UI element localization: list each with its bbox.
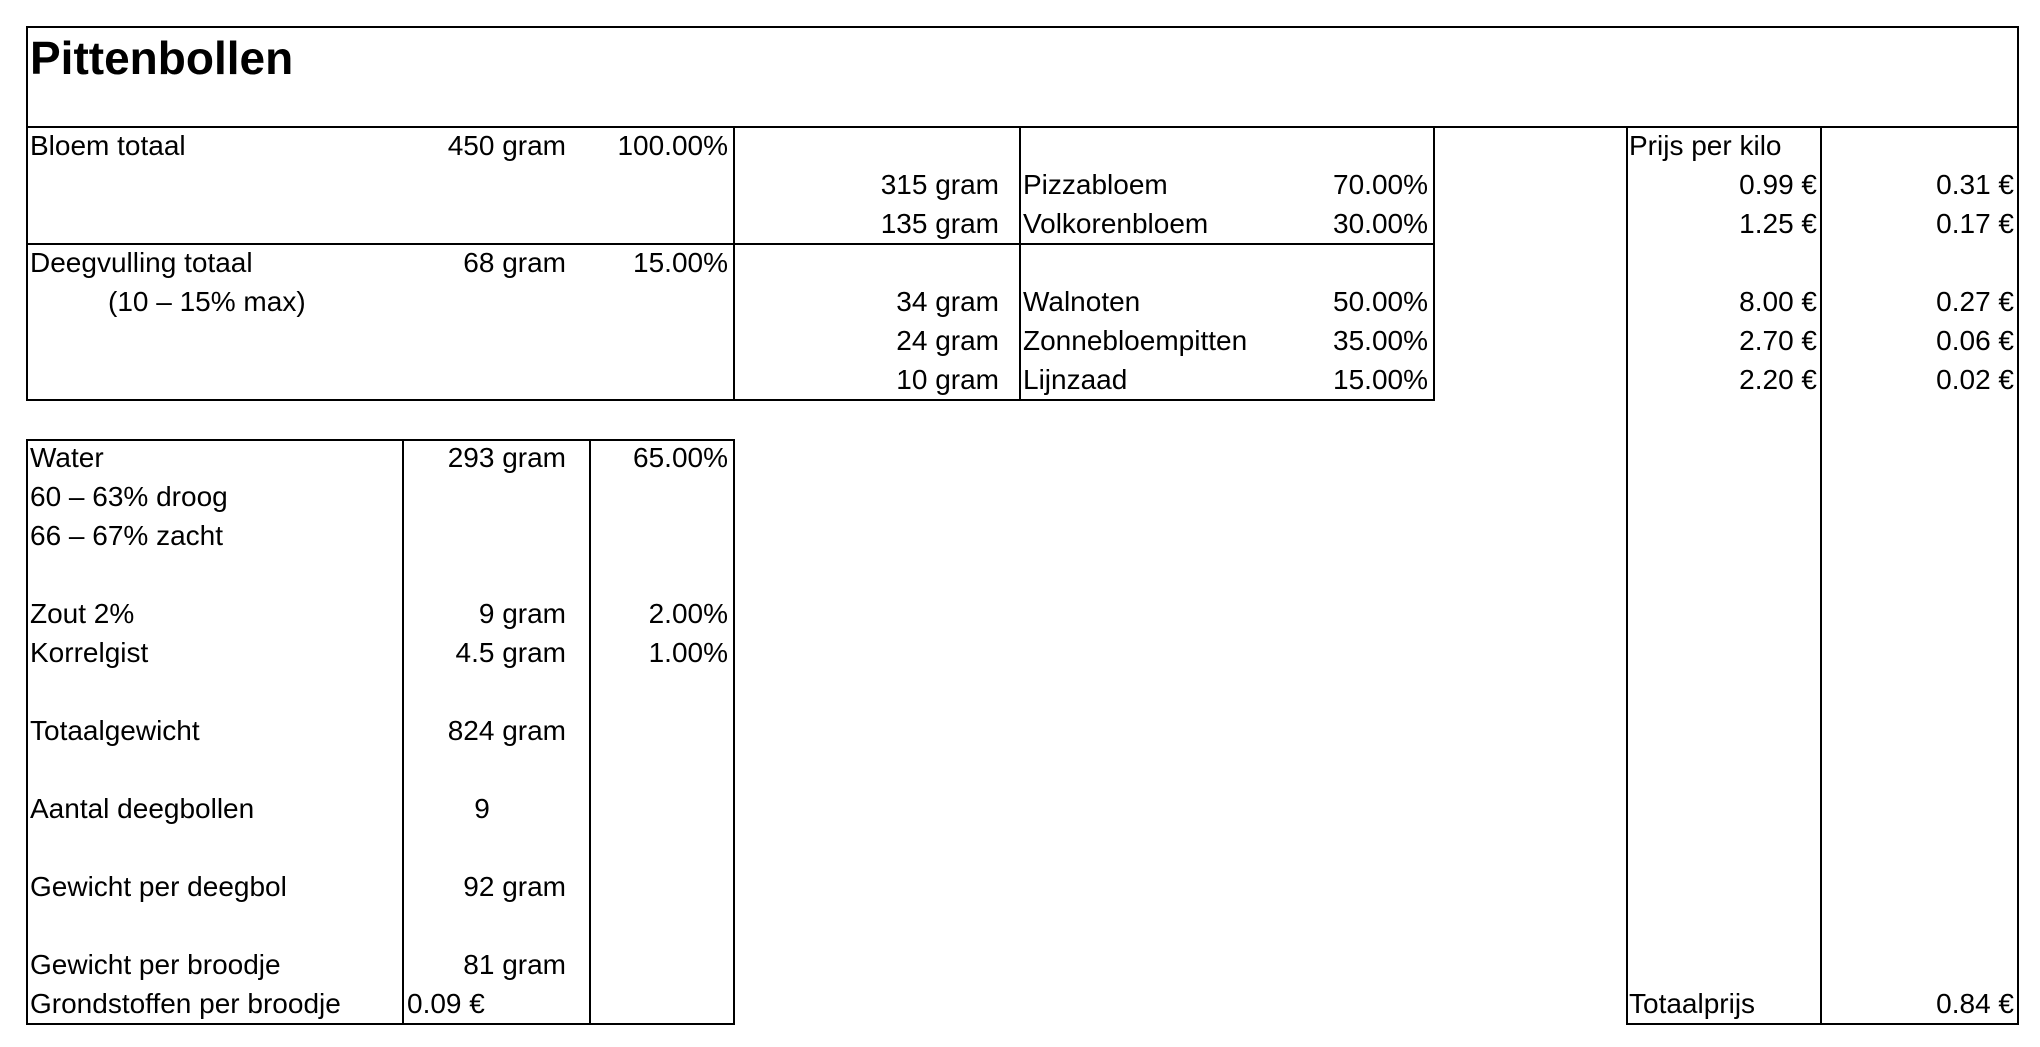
per-deegbol-label: Gewicht per deegbol	[30, 871, 287, 902]
zout-label: Zout 2%	[30, 598, 135, 629]
zonnebloempitten-prijs: 2.70 €	[1739, 325, 1817, 356]
pizzabloem-pct: 70.00%	[1333, 169, 1428, 200]
totaalgewicht-value: 824 gram	[447, 715, 566, 746]
title-box-left	[26, 26, 28, 128]
per-deegbol-value: 92 gram	[463, 871, 566, 902]
walnoten-name: Walnoten	[1023, 286, 1141, 317]
title-box-top	[26, 26, 2019, 28]
lower-table-left	[26, 439, 28, 1025]
volkorenbloem-prijs: 1.25 €	[1739, 208, 1817, 239]
deegvulling-gram: 68 gram	[463, 247, 566, 278]
zonnebloempitten-name: Zonnebloempitten	[1023, 325, 1248, 356]
walnoten-pct: 50.00%	[1333, 286, 1428, 317]
lijnzaad-gram: 10 gram	[896, 364, 999, 395]
lower-table-right	[733, 439, 735, 1025]
deegvulling-note: (10 – 15% max)	[108, 286, 306, 317]
upper-table-divider-1	[733, 126, 735, 401]
per-broodje-value: 81 gram	[463, 949, 566, 980]
price-table-bottom	[1626, 1023, 2019, 1025]
lijnzaad-pct: 15.00%	[1333, 364, 1428, 395]
water-label: Water	[30, 442, 104, 473]
deegvulling-pct: 15.00%	[633, 247, 728, 278]
price-table-right	[2017, 126, 2019, 1025]
price-table-left	[1626, 126, 1628, 1025]
pizzabloem-kosten: 0.31 €	[1936, 169, 2014, 200]
bloem-label: Bloem totaal	[30, 130, 186, 161]
lijnzaad-name: Lijnzaad	[1023, 364, 1128, 395]
lower-table-bottom	[26, 1023, 735, 1025]
gist-gram: 4.5 gram	[455, 637, 566, 668]
volkorenbloem-kosten: 0.17 €	[1936, 208, 2014, 239]
aantal-value: 9	[474, 793, 490, 824]
zonnebloempitten-gram: 24 gram	[896, 325, 999, 356]
pizzabloem-gram: 315 gram	[880, 169, 999, 200]
grondstoffen-value: 0.09 €	[407, 988, 485, 1019]
zonnebloempitten-kosten: 0.06 €	[1936, 325, 2014, 356]
upper-table-left	[26, 126, 28, 401]
lijnzaad-prijs: 2.20 €	[1739, 364, 1817, 395]
walnoten-prijs: 8.00 €	[1739, 286, 1817, 317]
gist-pct: 1.00%	[648, 637, 728, 668]
zout-pct: 2.00%	[648, 598, 728, 629]
upper-table-divider-2	[1019, 126, 1021, 401]
gist-label: Korrelgist	[30, 637, 149, 668]
water-note-zacht: 66 – 67% zacht	[30, 520, 224, 551]
volkorenbloem-name: Volkorenbloem	[1023, 208, 1209, 239]
pizzabloem-prijs: 0.99 €	[1739, 169, 1817, 200]
zonnebloempitten-pct: 35.00%	[1333, 325, 1428, 356]
volkorenbloem-pct: 30.00%	[1333, 208, 1428, 239]
bloem-gram: 450 gram	[447, 130, 566, 161]
water-pct: 65.00%	[633, 442, 728, 473]
grondstoffen-label: Grondstoffen per broodje	[30, 988, 341, 1019]
upper-table-bottom	[26, 399, 1435, 401]
aantal-label: Aantal deegbollen	[30, 793, 255, 824]
walnoten-gram: 34 gram	[896, 286, 999, 317]
totaalgewicht-label: Totaalgewicht	[30, 715, 200, 746]
totaalprijs-value: 0.84 €	[1936, 988, 2014, 1019]
prijs-header: Prijs per kilo	[1629, 130, 1782, 161]
volkorenbloem-gram: 135 gram	[880, 208, 999, 239]
pizzabloem-name: Pizzabloem	[1023, 169, 1168, 200]
lijnzaad-kosten: 0.02 €	[1936, 364, 2014, 395]
water-note-droog: 60 – 63% droog	[30, 481, 228, 512]
zout-gram: 9 gram	[478, 598, 566, 629]
deegvulling-label: Deegvulling totaal	[30, 247, 253, 278]
totaalprijs-label: Totaalprijs	[1629, 988, 1756, 1019]
price-table-divider	[1820, 126, 1822, 1025]
per-broodje-label: Gewicht per broodje	[30, 949, 281, 980]
bloem-pct: 100.00%	[617, 130, 728, 161]
page-title: Pittenbollen	[30, 32, 294, 84]
upper-table-right	[1433, 126, 1435, 401]
walnoten-kosten: 0.27 €	[1936, 286, 2014, 317]
water-gram: 293 gram	[447, 442, 566, 473]
title-box-right	[2017, 26, 2019, 128]
lower-table-divider-2	[589, 439, 591, 1025]
